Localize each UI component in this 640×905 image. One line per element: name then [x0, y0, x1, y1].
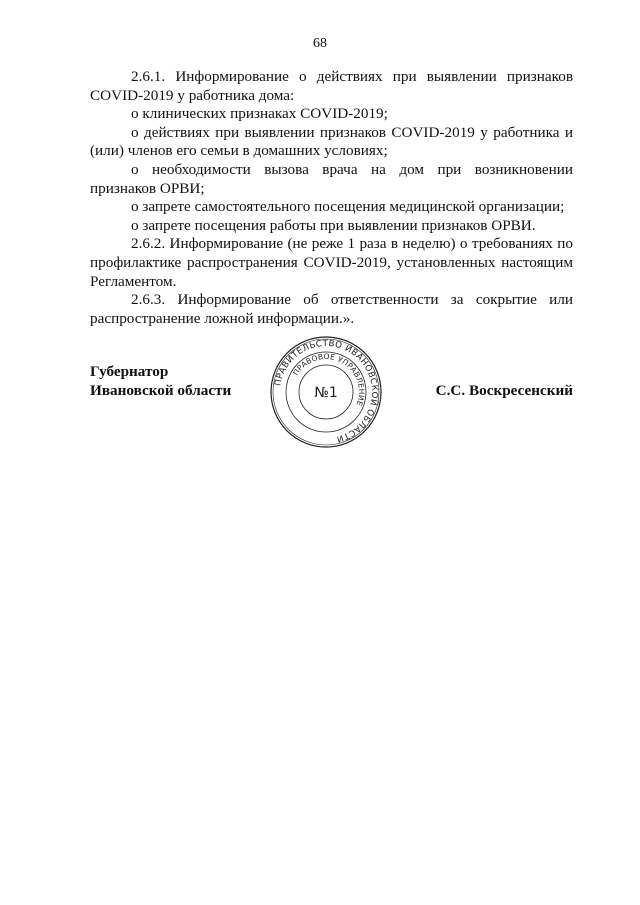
signatory-position-line1: Губернатор [90, 363, 169, 380]
signatory-name: С.С. Воскресенский [435, 381, 573, 399]
paragraph-2-6-1: 2.6.1. Информирование о действиях при выявлении признаков COVID-2019 у работника дома: [90, 68, 573, 104]
stamp-number: №1 [314, 385, 338, 401]
stamp-inner-text: ПРАВОВОЕ УПРАВЛЕНИЕ [291, 351, 367, 408]
signatory-position [90, 363, 231, 400]
stamp-outer-text: ПРАВИТЕЛЬСТВО ИВАНОВСКОЙ ОБЛАСТИ [273, 338, 380, 444]
list-item-doctor-call: о необходимости вызова врача на дом при возникновении признаков ОРВИ; [90, 160, 573, 197]
list-item-ban-work-visit: о запрете посещения работы при выявлении признаков ОРВИ. [131, 216, 536, 234]
paragraph-2-6-2: 2.6.2. Информирование (не реже 1 раза в неделю) о требованиях по профилактике распространения COVID-2019, установленных настоящим Регламентом. [90, 235, 573, 290]
paragraph-2-6-3: 2.6.3. Информирование об ответственности за сокрытие или распространение ложной информации.». [90, 291, 573, 327]
signatory-position-line2: Ивановской области [90, 381, 232, 399]
list-item-actions-at-home: о действиях при выявлении признаков COVID-2019 у работника и (или) членов его семьи в домашних условиях; [90, 123, 573, 160]
page-number: 68 [313, 36, 327, 51]
list-item-ban-clinic-visit: о запрете самостоятельного посещения медицинской организации; [131, 198, 565, 216]
document-body [90, 68, 573, 328]
official-stamp [269, 335, 383, 449]
list-item-clinical-signs: о клинических признаках COVID-2019; [131, 105, 388, 123]
